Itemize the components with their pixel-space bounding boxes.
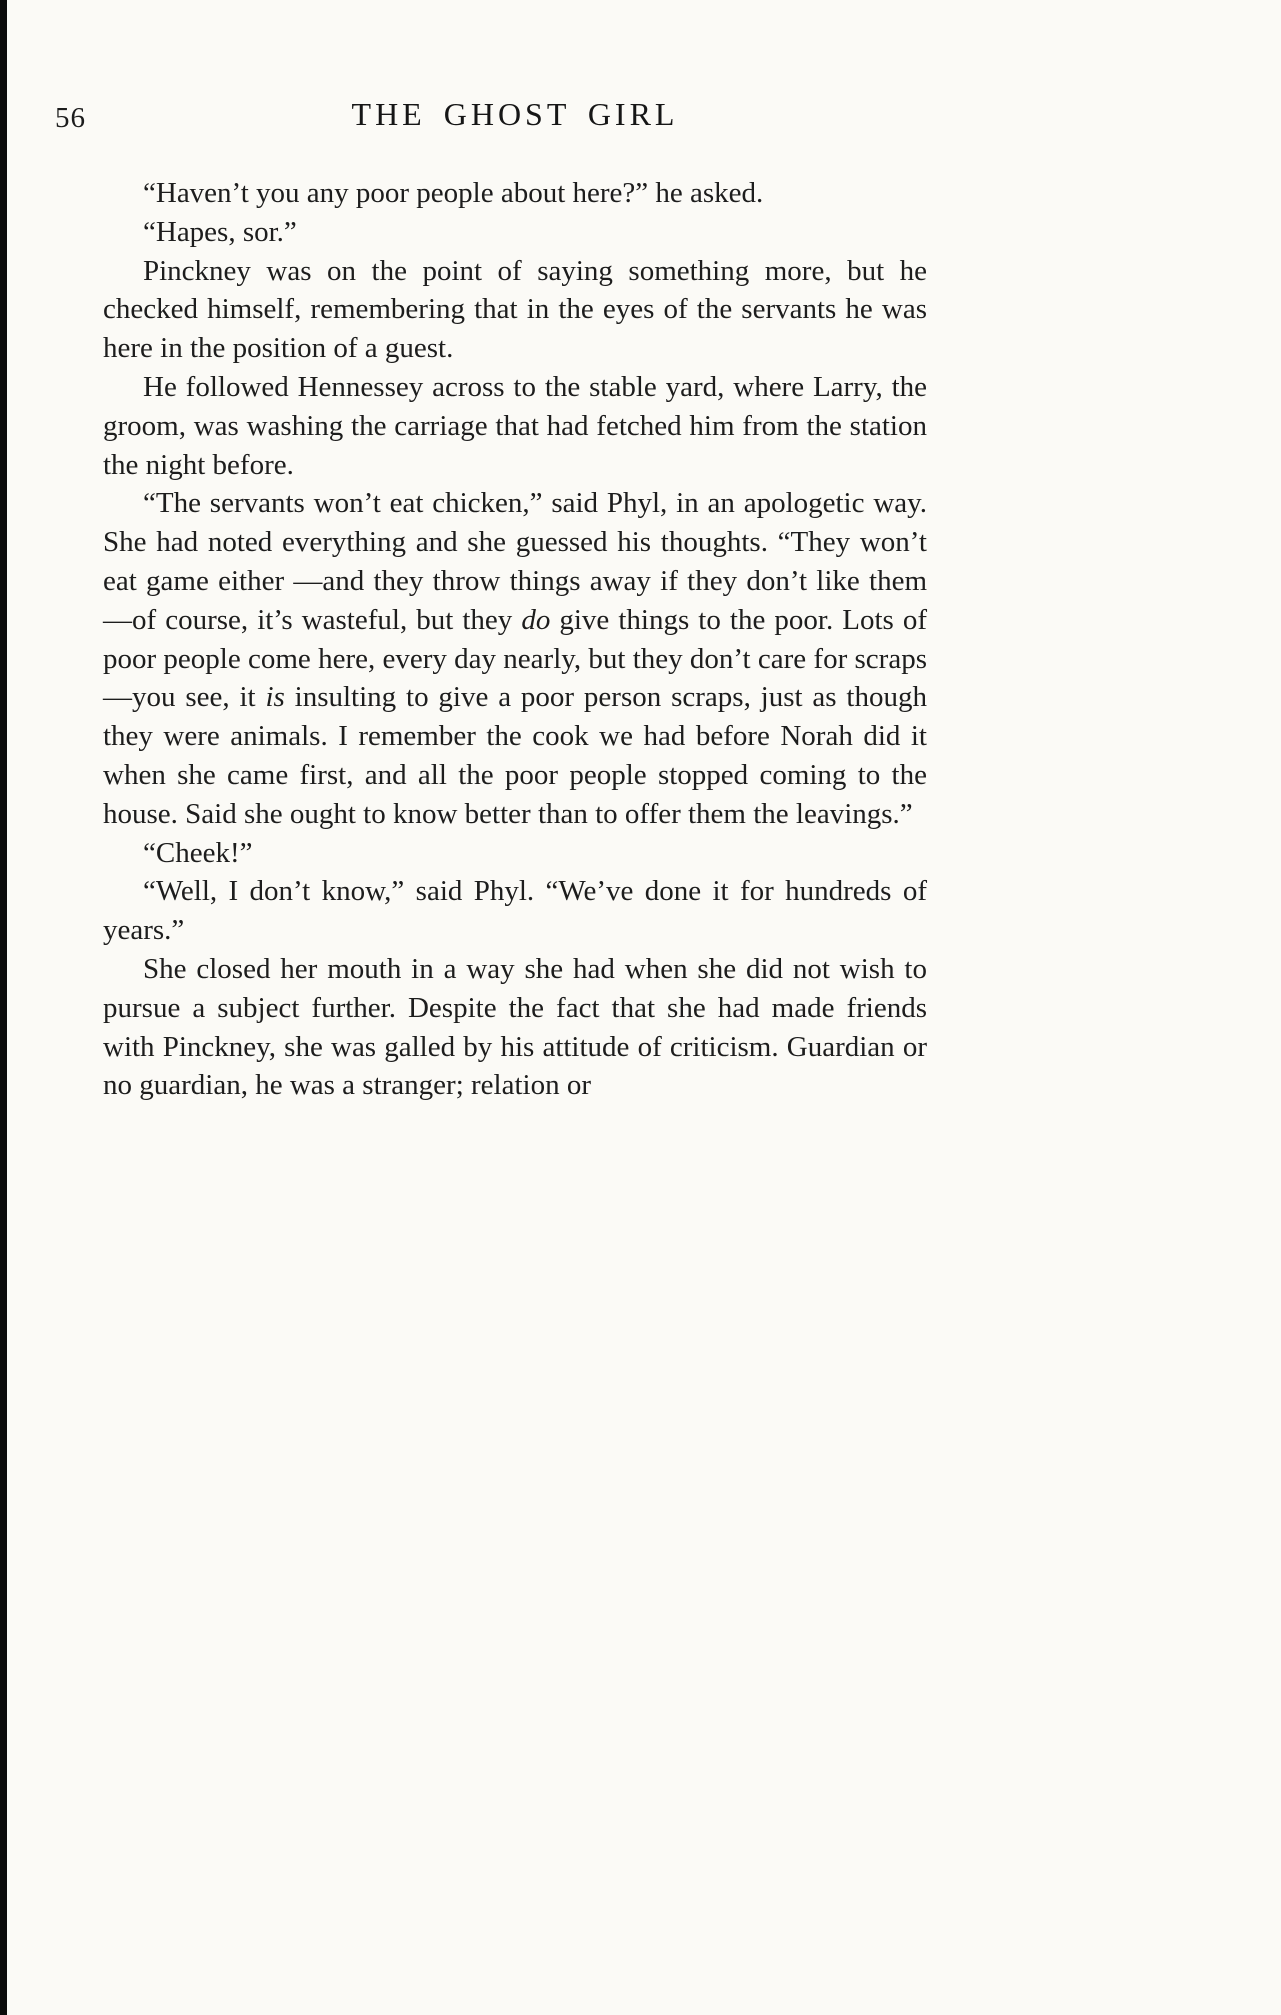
italic-text-run: do [521,603,551,636]
paragraph [103,213,927,252]
paragraph [103,368,927,484]
scan-edge-strip [0,0,7,2015]
text-run: “Well, I don’t know,” said Phyl. “We’ve done it for hundreds of years.” [103,875,927,947]
paragraph [103,252,927,368]
text-run: insulting to give a poor person scraps, just as though they were animals. I remember the cook we had before Norah did it when she came first, and all the poor people stopped coming to the house. Said she ought to know better than to offer them the leavings.” [103,681,927,830]
page-content [55,96,928,1105]
text-run: He followed Hennessey across to the stable yard, where Larry, the groom, was washing the carriage that had fetched him from the station the night before. [103,370,927,481]
running-header [55,96,927,140]
text-run: give things to the poor. Lots of poor people come here, every day nearly, but they don’t care for scraps—you see, it [103,603,928,714]
paragraph [103,950,927,1105]
paragraph [103,834,927,873]
text-run: “The servants won’t eat chicken,” said Phyl, in an apologetic way. She had noted everything and she guessed his thoughts. “They won’t eat game either —and they throw things away if they don’t like them —of course, it’s wasteful, but they [103,487,927,636]
paragraph [103,174,927,213]
paragraph [103,872,927,950]
text-run: “Cheek!” [143,836,253,869]
text-run: “Hapes, sor.” [143,215,297,248]
paragraph [103,484,927,833]
text-run: “Haven’t you any poor people about here?” he asked. [143,177,764,209]
text-run: Pinckney was on the point of saying something more, but he checked himself, remembering that in the eyes of the servants he was here in the position of a guest. [103,254,927,365]
body-text [103,174,927,1105]
page-number: 56 [55,102,86,134]
text-run: She closed her mouth in a way she had when she did not wish to pursue a subject further. Despite the fact that she had made friends with Pinckney, she was galled by his attitude of criticism. Guardian or no guardian, he was a stranger; relation or [103,952,927,1102]
italic-text-run: is [265,681,285,714]
page-title: THE GHOST GIRL [351,96,679,132]
